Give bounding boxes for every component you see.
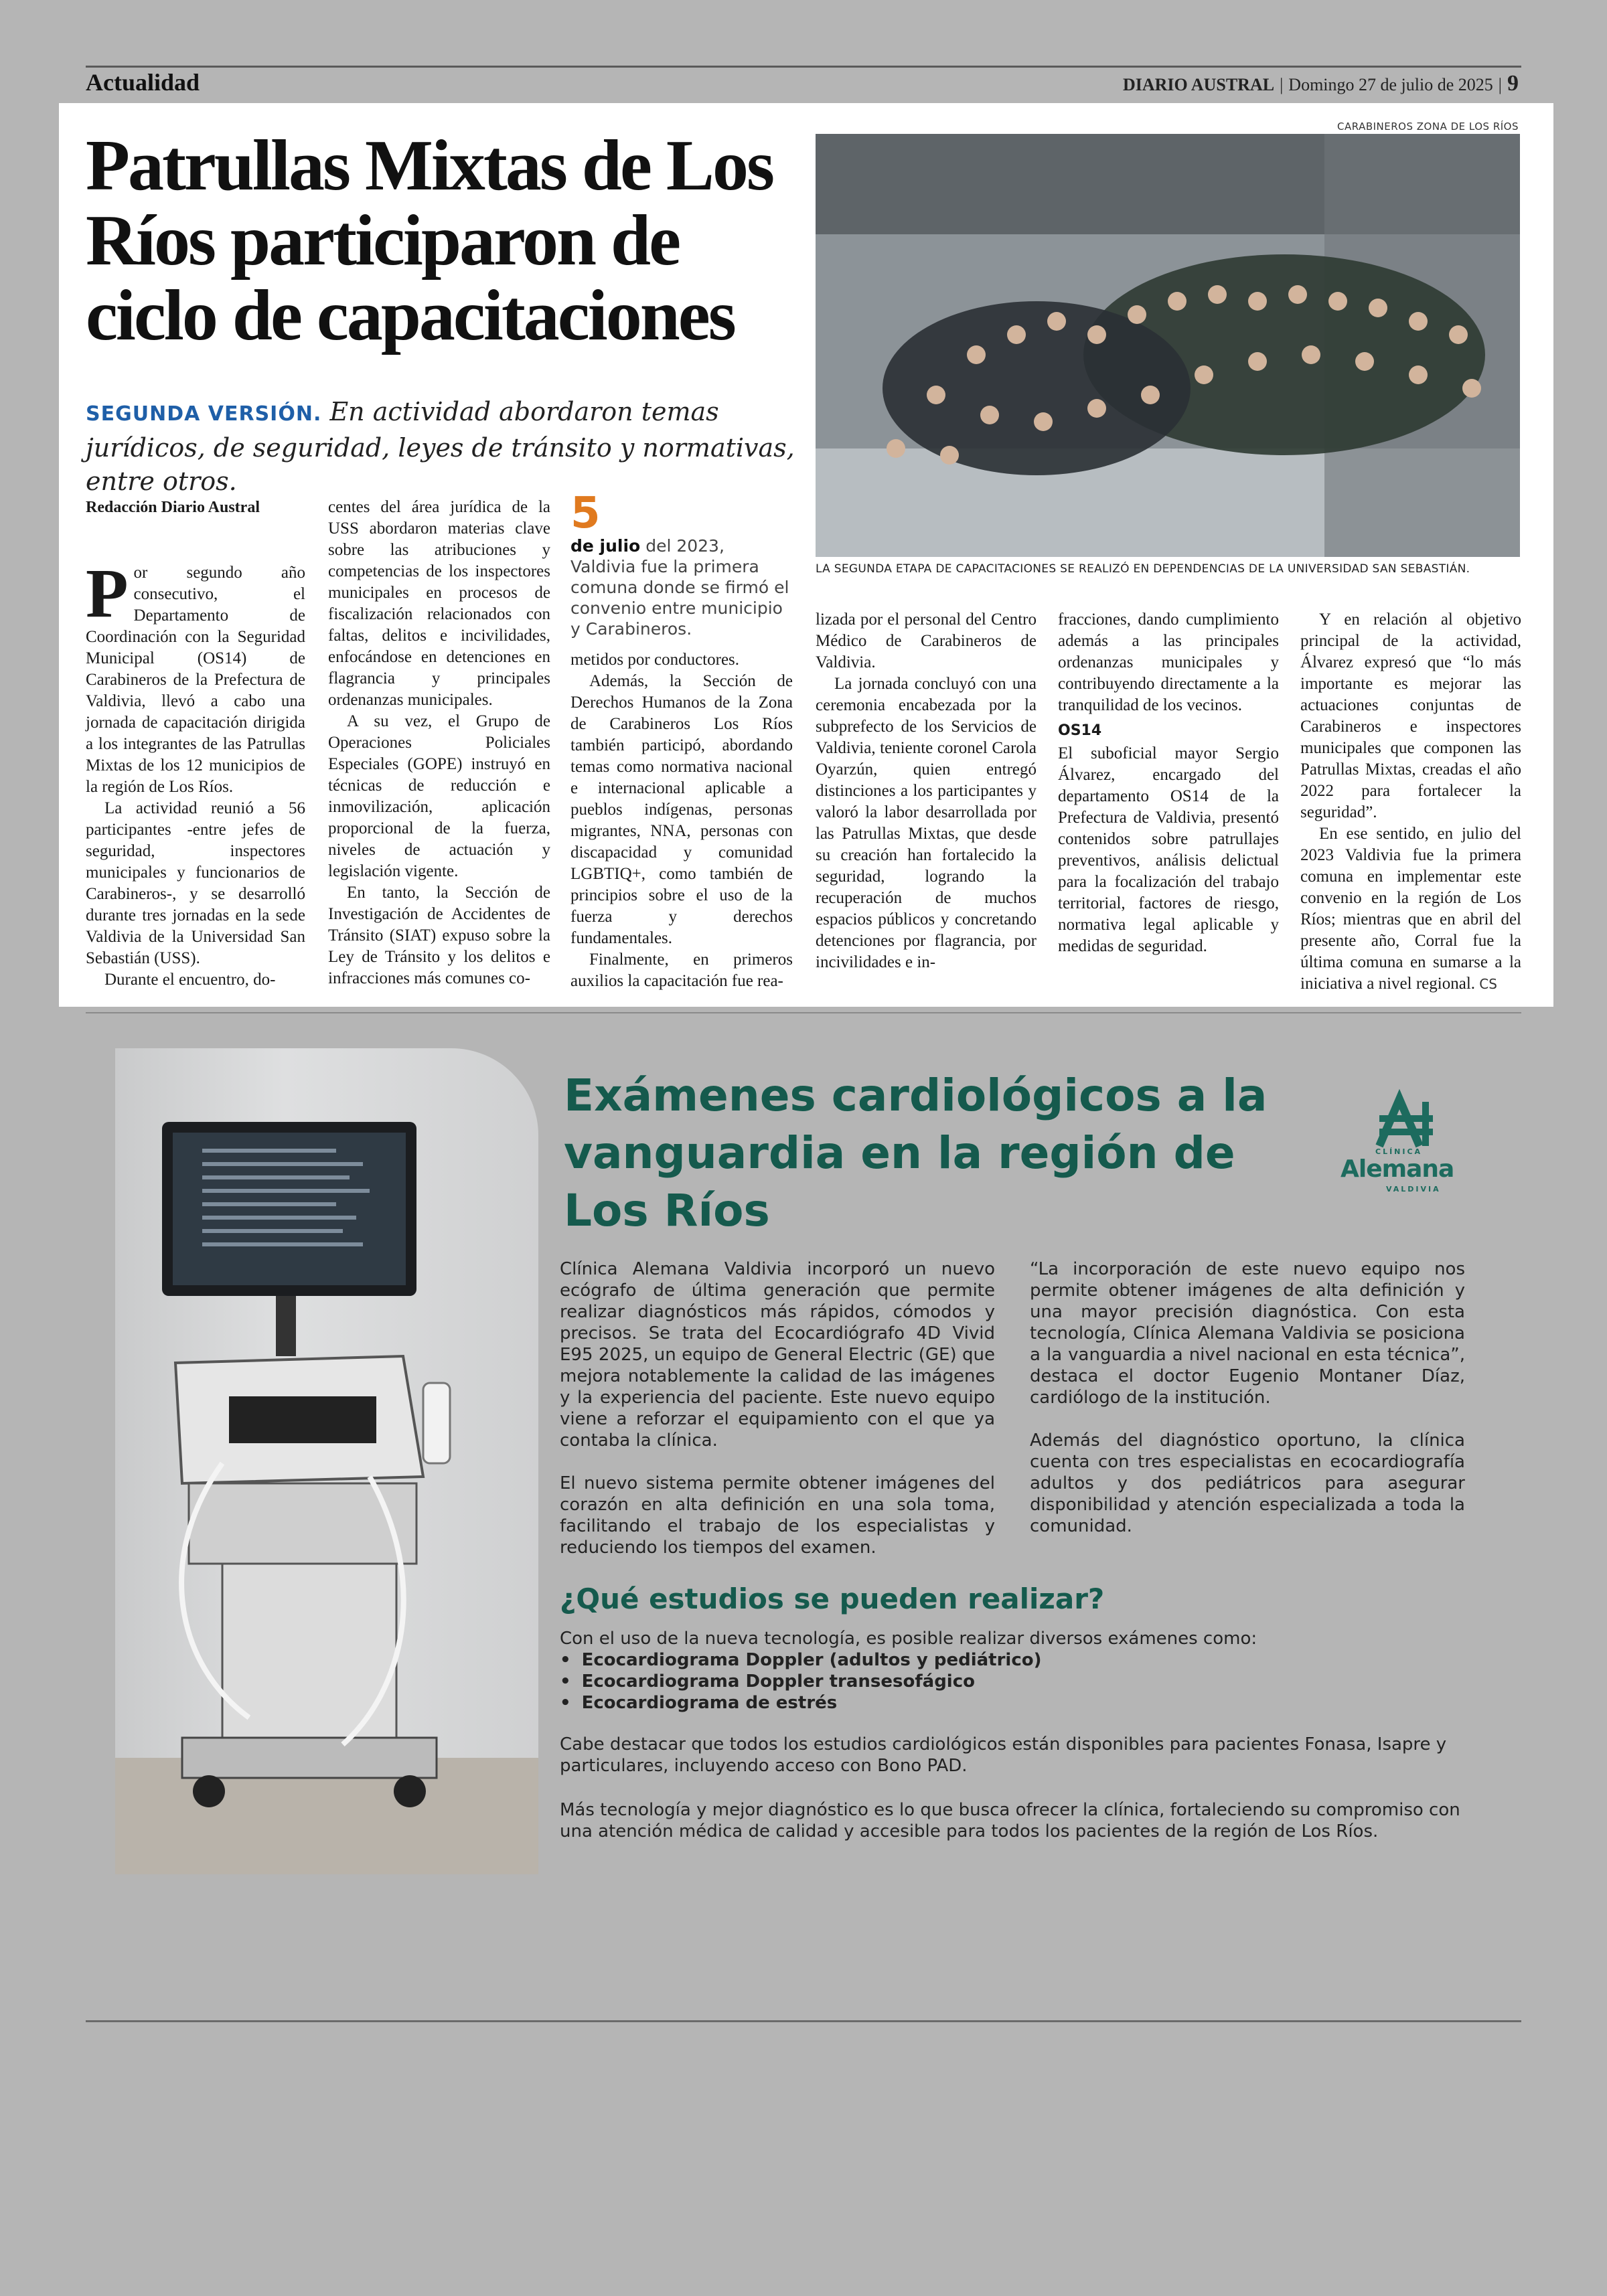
paragraph: Y en relación al objetivo principal de la actividad, Álvarez expresó que “lo más importante es mejorar las actuaciones conjuntas de Carabineros e inspectores municipales que componen las Patrullas Mixtas, creadas el año 2022 para fortalecer la seguridad”. [1300,610,1521,821]
article-headline: Patrullas Mixtas de Los Ríos participaron de ciclo de capacitaciones [86,126,773,355]
paragraph: metidos por conductores. [570,651,740,669]
echograph-illustration [115,1048,538,1874]
paragraph: Durante el encuentro, do- [104,971,276,989]
advert-subtitle: ¿Qué estudios se pueden realizar? [560,1582,1105,1615]
article-column-4 [816,609,1037,973]
article-column-5 [1058,609,1279,957]
paragraph: A su vez, el Grupo de Operaciones Policiales Especiales (GOPE) instruyó en técnicas de reducción e inmovilización, aplicación proporcional de la fuerza, niveles de actuación y legislación vigente. [328,712,550,880]
echograph-photo [115,1048,538,1874]
publication-name: DIARIO AUSTRAL [1122,75,1275,94]
paragraph: El suboficial mayor Sergio Álvarez, encargado del departamento OS14 de la Prefectura de Valdivia, presentó contenidos sobre patrullajes preventivos, análisis delictual para la focalización del trabajo territorial, factores de riesgo, normativa legal aplicable y medidas de seguridad. [1058,744,1279,955]
advert-right-column [1030,1258,1465,1558]
list-item: • Ecocardiograma Doppler (adultos y pediátrico) [560,1649,1470,1671]
end-mark: CS [1479,976,1497,992]
list-item: • Ecocardiograma Doppler transesofágico [560,1671,1470,1692]
pull-quote [570,491,793,639]
logo-name: Alemana [1341,1155,1454,1183]
byline: Redacción Diario Austral [86,499,260,516]
top-rule [86,66,1521,68]
paragraph: En tanto, la Sección de Investigación de Accidentes de Tránsito (SIAT) expuso sobre la Ley de Tránsito y los delitos e infracciones más comunes co- [328,884,550,987]
deck-text: En actividad abordaron temas jurídicos, de seguridad, leyes de tránsito y normativas, entre otros. [86,397,795,496]
lead-paragraph: Por segundo año consecutivo, el Departamento de Coordinación con la Seguridad Municipal (OS14) de Carabineros de la Prefectura de Valdivia, llevó a cabo una jornada de capacitación dirigida a los integrantes de las Patrullas Mixtas de los 12 municipios de la región de Los Ríos. [86,555,305,796]
advert-quote: “La incorporación de este nuevo equipo nos permite obtener imágenes de alta definición y una mayor precisión diagnóstica. Con esta tecnología, Clínica Alemana Valdivia se posiciona a la vanguardia a nivel nacional en esta técnica”, destaca el doctor Eugenio Montaner Díaz, cardiólogo de la institución. [1030,1259,1465,1408]
deck-kicker: SEGUNDA VERSIÓN. [86,402,322,426]
article-column-6 [1300,609,1521,995]
advert-note-2: Más tecnología y mejor diagnóstico es lo que busca ofrecer la clínica, fortaleciendo su compromiso con una atención médica de calidad y accesible para todos los pacientes de la región de Los Ríos. [560,1800,1460,1841]
photo-credit: CARABINEROS ZONA DE LOS RÍOS [1337,120,1519,133]
pull-quote-text: del 2023, Valdivia fue la primera comuna donde se firmó el convenio entre municipio y Carabineros. [570,536,789,639]
masthead: DIARIO AUSTRAL | Domingo 27 de julio de 2025 | 9 [1122,71,1519,96]
paragraph: Además, la Sección de Derechos Humanos de la Zona de Carabineros Los Ríos también participó, abordando temas como normativa nacional e internacional aplicable a pueblos indígenas, personas migrantes, NNA, personas con discapacidad y comunidad LGBTIQ+, como también de principios sobre el uso de la fuerza y derechos fundamentales. [570,672,793,947]
page-number: 9 [1507,71,1519,96]
advert-paragraph: Además del diagnóstico oportuno, la clínica cuenta con tres especialistas en ecocardiografía adultos y dos pediátricos para asegurar disponibilidad y atención especializada a toda la comunidad. [1030,1430,1465,1536]
paragraph: La actividad reunió a 56 participantes -entre jefes de seguridad, inspectores municipales y funcionarios de Carabineros-, y se desarrolló durante tres jornadas en la sede Valdivia de la Universidad San Sebastián (USS). [86,799,305,967]
article-deck [86,395,809,498]
clinic-logo [1332,1086,1493,1200]
advert-paragraph: El nuevo sistema permite obtener imágenes del corazón en alta definición en una sola toma, facilitando el trabajo de los especialistas y reduciendo los tiempos del examen. [560,1473,995,1558]
article-column-3 [570,649,793,992]
photo-caption: LA SEGUNDA ETAPA DE CAPACITACIONES SE REALIZÓ EN DEPENDENCIAS DE LA UNIVERSIDAD SAN SEBASTIÁN. [816,562,1470,576]
issue-date: Domingo 27 de julio de 2025 [1288,75,1493,94]
section-label: Actualidad [86,69,200,96]
exam-list [560,1649,1470,1714]
paragraph: La jornada concluyó con una ceremonia encabezada por la subprefecto de los Servicios de Valdivia, teniente coronel Carola Oyarzún, quien entregó distinciones a los participantes y valoró la labor desarrollada por las Patrullas Mixtas, que desde su creación han fortalecido la seguridad, logrando la recuperación de muchos espacios públicos y concretando detenciones por flagrancia, por incivilidades e in- [816,675,1037,971]
exam-list-block [560,1628,1470,1714]
section-divider [86,1012,1521,1013]
logo-bottom-text: VALDIVIA [1386,1185,1441,1194]
list-item: • Ecocardiograma de estrés [560,1692,1470,1714]
advert-note-1: Cabe destacar que todos los estudios cardiológicos están disponibles para pacientes Fonasa, Isapre y particulares, incluyendo acceso con Bono PAD. [560,1734,1447,1776]
advert-left-column [560,1258,995,1580]
paragraph: Finalmente, en primeros auxilios la capacitación fue rea- [570,951,793,990]
drop-cap: P [86,555,129,632]
group-photo-illustration [816,134,1520,557]
advert-paragraph: Clínica Alemana Valdivia incorporó un nuevo ecógrafo de última generación que permite realizar diagnósticos más rápidos, cómodos y precisos. Se trata del Ecocardiógrafo 4D Vivid E95 2025, un equipo de General Electric (GE) que mejora notablemente la calidad de las imágenes y la experiencia del paciente. Este nuevo equipo viene a reforzar el equipamiento con el que ya contaba la clínica. [560,1259,995,1451]
paragraph: En ese sentido, en julio del 2023 Valdivia fue la primera comuna en implementar este convenio en la región de Los Ríos; mientras que en abril del presente año, Corral fue la última comuna en sumarse a la iniciativa a nivel regional. CS [1300,825,1521,993]
advert-title: Exámenes cardiológicos a la vanguardia en la región de Los Ríos [564,1070,1268,1236]
paragraph: centes del área jurídica de la USS abordaron materias clave sobre las atribuciones y competencias de los inspectores municipales en procesos de fiscalización relacionados con faltas, delitos e incivilidades, enfocándose en detenciones en flagrancia y principales ordenanzas municipales. [328,498,550,709]
pull-quote-bold: de julio [570,536,641,556]
section-subhead: OS14 [1058,722,1102,739]
paragraph: fracciones, dando cumplimiento además a las principales ordenanzas municipales y contribuyendo directamente a la tranquilidad de los vecinos. [1058,610,1279,714]
logo-top-text: CLÍNICA [1375,1147,1423,1156]
article-column-2 [328,497,550,989]
article-column-1 [86,497,305,991]
exam-list-intro: Con el uso de la nueva tecnología, es posible realizar diversos exámenes como: [560,1629,1257,1649]
group-photo [816,134,1520,557]
bottom-rule [86,2020,1521,2022]
paragraph: lizada por el personal del Centro Médico de Carabineros de Valdivia. [816,610,1037,671]
pull-quote-number: 5 [570,489,601,538]
